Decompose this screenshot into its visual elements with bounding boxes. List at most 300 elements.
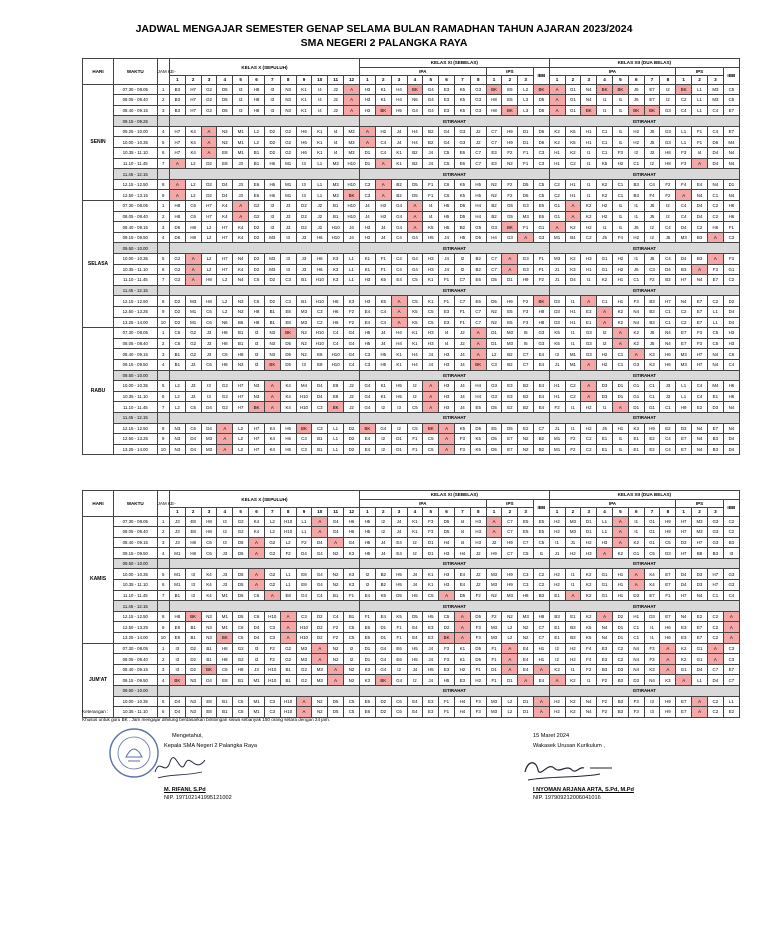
schedule-cell: E3 [439, 317, 455, 328]
schedule-cell: H7 [233, 391, 249, 402]
schedule-cell: B3 [707, 444, 723, 455]
schedule-cell: I4 [454, 527, 470, 538]
schedule-cell: F1 [439, 296, 455, 307]
schedule-cell: D2 [296, 201, 312, 212]
schedule-cell: I2 [660, 201, 676, 212]
schedule-cell: BK [344, 190, 360, 201]
schedule-cell: M1 [280, 179, 296, 190]
time-slot: 08.05 - 08.40 [114, 654, 157, 665]
schedule-cell: E6 [534, 211, 550, 222]
schedule-cell: J3 [217, 548, 233, 559]
col-number: 2 [692, 76, 708, 85]
schedule-cell: B3 [676, 264, 692, 275]
header-xii-ipa: IPA [549, 67, 676, 76]
schedule-cell: K3 [644, 664, 660, 675]
schedule-cell: D5 [486, 434, 502, 445]
schedule-cell: D4 [565, 275, 581, 286]
day-label: SENIN [83, 84, 114, 201]
schedule-cell: L1 [296, 527, 312, 538]
schedule-cell: N2 [344, 664, 360, 675]
schedule-cell: D3 [597, 391, 613, 402]
table-row [83, 696, 740, 707]
schedule-cell: A [344, 84, 360, 95]
schedule-cell: B1 [217, 707, 233, 718]
schedule-cell: D1 [581, 516, 597, 527]
schedule-cell: K4 [201, 590, 217, 601]
schedule-cell: B3 [644, 296, 660, 307]
table-row [83, 601, 740, 612]
schedule-cell: G1 [644, 537, 660, 548]
time-slot: 13.25 - 14.00 [114, 444, 157, 455]
schedule-cell: D5 [470, 611, 486, 622]
schedule-cell: L1 [707, 306, 723, 317]
schedule-cell: A [549, 84, 565, 95]
schedule-cell: E4 [375, 611, 391, 622]
time-slot: 10.00 - 10.35 [114, 137, 157, 148]
schedule-cell: H3 [423, 264, 439, 275]
schedule-cell: C2 [549, 190, 565, 201]
schedule-cell: C3 [644, 264, 660, 275]
schedule-cell: D5 [217, 95, 233, 106]
schedule-cell: D4 [676, 580, 692, 591]
schedule-cell: G3 [723, 569, 739, 580]
schedule-cell: I3 [169, 643, 185, 654]
schedule-cell: C2 [723, 275, 739, 286]
schedule-cell: N2 [296, 349, 312, 360]
schedule-cell: N3 [280, 105, 296, 116]
table-row [83, 222, 740, 233]
schedule-cell: I1 [581, 158, 597, 169]
schedule-cell: E4 [391, 548, 407, 559]
schedule-cell: BK [249, 402, 265, 413]
col-number: 1 [360, 76, 376, 85]
schedule-cell: K1 [375, 381, 391, 392]
schedule-cell: B3 [565, 622, 581, 633]
schedule-cell: C2 [581, 444, 597, 455]
schedule-cell: G3 [628, 359, 644, 370]
schedule-cell: I1 [644, 633, 660, 644]
schedule-cell: D4 [723, 317, 739, 328]
schedule-cell: B3 [707, 548, 723, 559]
col-number: 3 [707, 76, 723, 85]
jam-cell: 6 [157, 707, 169, 718]
col-number: 2 [375, 76, 391, 85]
schedule-cell: I4 [312, 95, 328, 106]
schedule-cell: G1 [692, 643, 708, 654]
schedule-cell: L2 [249, 137, 265, 148]
schedule-cell: M3 [344, 148, 360, 159]
col-number: 4 [407, 76, 423, 85]
schedule-cell: L2 [502, 696, 518, 707]
schedule-cell: D4 [217, 190, 233, 201]
schedule-cell: E7 [692, 317, 708, 328]
schedule-cell: H3 [723, 338, 739, 349]
jam-cell: 1 [157, 84, 169, 95]
schedule-cell: J4 [454, 381, 470, 392]
schedule-cell: H5 [391, 381, 407, 392]
schedule-cell: N3 [185, 675, 201, 686]
schedule-cell: L2 [249, 126, 265, 137]
schedule-cell: H8 [486, 105, 502, 116]
schedule-cell: G4 [407, 254, 423, 265]
schedule-cell: BK [423, 423, 439, 434]
schedule-cell: A [660, 664, 676, 675]
schedule-cell: C6 [201, 359, 217, 370]
schedule-cell: H2 [549, 696, 565, 707]
schedule-cell: E3 [676, 622, 692, 633]
jam-cell: 5 [157, 254, 169, 265]
schedule-cell: C3 [360, 349, 376, 360]
schedule-cell: I1 [612, 434, 628, 445]
schedule-cell: C4 [660, 434, 676, 445]
schedule-cell: L2 [233, 434, 249, 445]
schedule-cell: G4 [360, 381, 376, 392]
schedule-cell: B3 [534, 590, 550, 601]
schedule-cell: A [264, 402, 280, 413]
schedule-cell: M3 [692, 527, 708, 538]
schedule-cell: H5 [439, 222, 455, 233]
schedule-cell: A [502, 643, 518, 654]
schedule-cell: E4 [534, 381, 550, 392]
schedule-cell: BK [502, 105, 518, 116]
schedule-cell: L1 [692, 95, 708, 106]
schedule-cell: B2 [502, 359, 518, 370]
schedule-cell: D1 [486, 664, 502, 675]
schedule-cell: I2 [597, 328, 613, 339]
schedule-cell: L2 [201, 264, 217, 275]
schedule-cell: K1 [312, 148, 328, 159]
schedule-cell: D5 [470, 643, 486, 654]
schedule-cell: J4 [423, 654, 439, 665]
schedule-cell: D1 [423, 537, 439, 548]
schedule-cell: C4 [660, 222, 676, 233]
schedule-cell: H8 [185, 222, 201, 233]
schedule-cell: D1 [360, 148, 376, 159]
schedule-cell: BK [502, 222, 518, 233]
schedule-cell: A [612, 527, 628, 538]
schedule-cell: M3 [692, 516, 708, 527]
schedule-cell: J4 [454, 349, 470, 360]
schedule-cell: D2 [185, 643, 201, 654]
schedule-cell: C4 [644, 179, 660, 190]
schedule-cell: C5 [534, 190, 550, 201]
schedule-cell: E4 [407, 707, 423, 718]
schedule-cell: I1 [628, 211, 644, 222]
schedule-cell: F1 [486, 654, 502, 665]
schedule-cell: N4 [692, 190, 708, 201]
schedule-cell: I2 [660, 95, 676, 106]
schedule-cell: H9 [502, 137, 518, 148]
schedule-cell: E4 [360, 590, 376, 601]
schedule-cell: J5 [597, 423, 613, 434]
schedule-cell: H3 [439, 569, 455, 580]
schedule-cell: F1 [407, 434, 423, 445]
schedule-cell: H3 [360, 95, 376, 106]
schedule-cell: F1 [344, 590, 360, 601]
schedule-cell: E8 [328, 381, 344, 392]
schedule-cell: G3 [723, 580, 739, 591]
jam-cell: 7 [157, 275, 169, 286]
schedule-cell: G1 [644, 527, 660, 538]
schedule-cell: J2 [470, 569, 486, 580]
schedule-cell: I1 [565, 296, 581, 307]
col-number: 7 [264, 508, 280, 517]
schedule-cell: G3 [534, 338, 550, 349]
schedule-cell: D3 [549, 317, 565, 328]
schedule-cell: A [534, 664, 550, 675]
jam-cell: 3 [157, 537, 169, 548]
break-cell [169, 686, 359, 697]
schedule-cell: F2 [344, 306, 360, 317]
jam-cell: 7 [157, 158, 169, 169]
schedule-cell: K4 [280, 391, 296, 402]
schedule-cell: F2 [264, 654, 280, 665]
schedule-cell: B3 [565, 633, 581, 644]
schedule-cell: D5 [502, 423, 518, 434]
schedule-cell: K1 [391, 158, 407, 169]
schedule-cell: I4 [439, 338, 455, 349]
table-row [83, 105, 740, 116]
schedule-cell: C7 [518, 537, 534, 548]
schedule-cell: H3 [597, 537, 613, 548]
schedule-cell: D1 [375, 622, 391, 633]
schedule-cell: F1 [375, 254, 391, 265]
schedule-cell: H3 [439, 402, 455, 413]
schedule-cell: I2 [391, 664, 407, 675]
schedule-cell: E6 [454, 158, 470, 169]
header-kelas-x: KELAS X (SEPULUH) [169, 59, 359, 76]
schedule-cell: E3 [581, 306, 597, 317]
schedule-cell: I3 [169, 654, 185, 665]
schedule-cell: M3 [185, 296, 201, 307]
schedule-cell: N3 [201, 633, 217, 644]
table-row [83, 95, 740, 106]
schedule-cell: C1 [628, 622, 644, 633]
schedule-cell: L2 [201, 254, 217, 265]
schedule-cell: D5 [217, 84, 233, 95]
schedule-cell: K5 [581, 633, 597, 644]
time-slot: 07.30 - 08.05 [114, 643, 157, 654]
schedule-cell: H1 [565, 179, 581, 190]
schedule-cell: C6 [201, 317, 217, 328]
schedule-cell: H4 [470, 391, 486, 402]
schedule-cell: F1 [470, 664, 486, 675]
table-row [83, 633, 740, 644]
schedule-cell: H4 [391, 338, 407, 349]
schedule-cell: I2 [407, 391, 423, 402]
schedule-cell: C2 [707, 633, 723, 644]
schedule-cell: D1 [360, 643, 376, 654]
jam-cell: 6 [157, 148, 169, 159]
schedule-cell: G2 [249, 201, 265, 212]
schedule-cell: H8 [169, 611, 185, 622]
schedule-cell: C1 [644, 381, 660, 392]
schedule-cell: J4 [454, 359, 470, 370]
schedule-cell: H3 [375, 211, 391, 222]
schedule-cell: K5 [549, 328, 565, 339]
schedule-cell: B3 [169, 84, 185, 95]
schedule-cell: A [581, 381, 597, 392]
schedule-cell: H4 [470, 381, 486, 392]
schedule-cell: G2 [201, 95, 217, 106]
table-row [83, 254, 740, 265]
schedule-cell: M1 [549, 444, 565, 455]
schedule-cell: H3 [439, 349, 455, 360]
schedule-cell: C2 [707, 211, 723, 222]
schedule-cell: G5 [502, 201, 518, 212]
schedule-cell: H6 [296, 148, 312, 159]
schedule-cell: C3 [312, 423, 328, 434]
schedule-cell: A [723, 611, 739, 622]
schedule-cell: I3 [217, 537, 233, 548]
break-label: ISTIRAHAT [549, 370, 739, 381]
schedule-cell: M3 [518, 211, 534, 222]
schedule-cell: E8 [296, 569, 312, 580]
schedule-cell: N4 [233, 275, 249, 286]
schedule-cell: G2 [264, 537, 280, 548]
break-label: ISTIRAHAT [360, 243, 550, 254]
schedule-cell: D2 [296, 222, 312, 233]
schedule-cell: M3 [264, 232, 280, 243]
schedule-cell: A [344, 105, 360, 116]
schedule-cell: C4 [676, 201, 692, 212]
schedule-cell: C3 [486, 359, 502, 370]
schedule-cell: B3 [644, 317, 660, 328]
schedule-cell: F3 [518, 317, 534, 328]
schedule-cell: J4 [360, 201, 376, 212]
schedule-cell: D1 [723, 179, 739, 190]
schedule-cell: H5 [439, 675, 455, 686]
schedule-cell: H3 [423, 328, 439, 339]
schedule-cell: A [628, 349, 644, 360]
schedule-cell: J3 [201, 328, 217, 339]
schedule-cell: H10 [280, 696, 296, 707]
col-number: 3 [391, 76, 407, 85]
schedule-cell: H3 [470, 537, 486, 548]
schedule-cell: I4 [423, 201, 439, 212]
schedule-cell: BK [581, 105, 597, 116]
schedule-cell: G1 [692, 654, 708, 665]
schedule-cell: D1 [486, 328, 502, 339]
schedule-cell: K2 [581, 580, 597, 591]
schedule-cell: I3 [391, 402, 407, 413]
schedule-cell: C7 [470, 158, 486, 169]
schedule-cell: F3 [454, 434, 470, 445]
schedule-cell: D2 [249, 232, 265, 243]
col-number: 2 [375, 508, 391, 517]
header-xii-ips: IPS [676, 67, 723, 76]
schedule-cell: K5 [581, 622, 597, 633]
schedule-cell: D4 [676, 254, 692, 265]
schedule-cell: G5 [502, 211, 518, 222]
schedule-cell: J4 [407, 664, 423, 675]
schedule-cell: E2 [518, 423, 534, 434]
schedule-cell: J3 [280, 201, 296, 212]
schedule-cell: I3 [249, 359, 265, 370]
schedule-cell: B2 [407, 158, 423, 169]
schedule-cell: A [169, 190, 185, 201]
schedule-cell: D1 [502, 275, 518, 286]
schedule-cell: J5 [644, 211, 660, 222]
schedule-cell: B2 [423, 126, 439, 137]
schedule-cell: C7 [486, 264, 502, 275]
schedule-cell: C4 [676, 105, 692, 116]
schedule-cell: G2 [185, 328, 201, 339]
schedule-cell: H3 [360, 84, 376, 95]
schedule-cell: K5 [549, 338, 565, 349]
table-row [83, 664, 740, 675]
schedule-cell: M1 [169, 569, 185, 580]
schedule-cell: C7 [470, 317, 486, 328]
schedule-cell: G3 [534, 328, 550, 339]
time-slot: 12.50 - 13.25 [114, 306, 157, 317]
schedule-cell: J3 [201, 349, 217, 360]
schedule-cell: J3 [169, 527, 185, 538]
schedule-cell: F1 [518, 222, 534, 233]
schedule-cell: N2 [518, 622, 534, 633]
schedule-cell: H7 [692, 359, 708, 370]
col-number: 3 [518, 76, 534, 85]
schedule-cell: E4 [518, 654, 534, 665]
jam-cell: 7 [157, 402, 169, 413]
schedule-cell: F2 [597, 707, 613, 718]
schedule-cell: N3 [264, 338, 280, 349]
schedule-cell: L2 [264, 527, 280, 538]
schedule-cell: H10 [328, 222, 344, 233]
schedule-cell: H1 [565, 190, 581, 201]
schedule-cell: BK [296, 423, 312, 434]
header-xii-ibb: IBB [723, 67, 739, 84]
schedule-cell: K2 [581, 590, 597, 601]
schedule-cell: H2 [628, 126, 644, 137]
schedule-cell: D5 [328, 696, 344, 707]
schedule-cell: F2 [296, 537, 312, 548]
schedule-cell: B1 [328, 211, 344, 222]
schedule-cell: E8 [201, 707, 217, 718]
schedule-cell: C7 [534, 423, 550, 434]
schedule-cell: J1 [549, 275, 565, 286]
schedule-cell: D1 [518, 137, 534, 148]
time-slot: 09.50 - 10.00 [114, 370, 157, 381]
schedule-cell: G3 [518, 201, 534, 212]
schedule-cell: I2 [375, 516, 391, 527]
schedule-cell: N3 [185, 707, 201, 718]
schedule-cell: A [185, 275, 201, 286]
schedule-cell: D2 [169, 306, 185, 317]
schedule-cell: I2 [628, 148, 644, 159]
schedule-cell: K5 [454, 190, 470, 201]
schedule-cell: H5 [470, 190, 486, 201]
schedule-cell: F3 [470, 633, 486, 644]
schedule-cell: H7 [233, 402, 249, 413]
schedule-cell: L2 [169, 402, 185, 413]
schedule-cell: L1 [312, 158, 328, 169]
schedule-cell: J2 [470, 126, 486, 137]
schedule-cell: K3 [328, 254, 344, 265]
schedule-cell: B3 [169, 95, 185, 106]
schedule-cell: C2 [692, 222, 708, 233]
schedule-cell: G2 [185, 338, 201, 349]
schedule-cell: D3 [707, 402, 723, 413]
schedule-cell: F2 [581, 664, 597, 675]
schedule-cell: F2 [502, 148, 518, 159]
schedule-cell: L1 [723, 696, 739, 707]
schedule-cell: I1 [565, 338, 581, 349]
schedule-cell: I3 [185, 569, 201, 580]
schedule-cell: G2 [185, 349, 201, 360]
schedule-cell: G2 [296, 675, 312, 686]
schedule-cell: C5 [439, 158, 455, 169]
